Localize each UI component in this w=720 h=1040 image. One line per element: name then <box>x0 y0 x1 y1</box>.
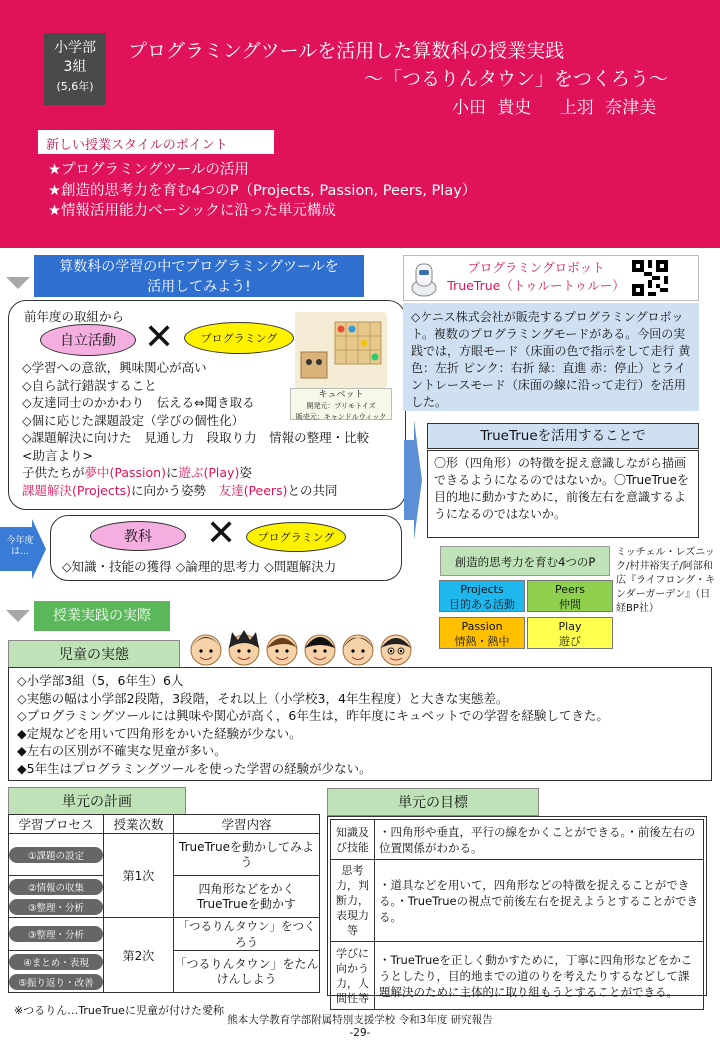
col-lessons: 授業次数 <box>104 815 174 834</box>
passion-en: Passion <box>461 620 503 633</box>
goal-category: 思考力，判断力，表現力等 <box>331 860 375 942</box>
goal-text: ・TrueTrueを正しく動かすために，丁寧に四角形などをかこうとしたり，目的地までの道のりを考えたりするなどして課題解決のために主体的に取り組もうとすることができる。 <box>375 942 704 1010</box>
list-item: ◇個に応じた課題設定（学びの個性化） <box>22 412 245 428</box>
section1-banner-line1: 算数科の学習の中でプログラミングツールを <box>59 259 339 275</box>
section1-banner <box>34 255 364 297</box>
highlight-passion: 夢中(Passion) <box>84 465 166 480</box>
section1-banner-line2: 活用してみよう! <box>147 279 251 295</box>
cubetto-dev: 開発元：プリモトイズ <box>306 402 376 410</box>
process-badge: ④まとめ・表現 <box>9 954 103 970</box>
projects-en: Projects <box>460 583 504 596</box>
process-badge: ⑤振り返り・改善 <box>9 974 103 990</box>
table-row <box>9 918 320 951</box>
authors: 小田 貴史 上羽 奈津美 <box>452 98 657 118</box>
highlight-play: 遊ぶ(Play) <box>178 465 240 480</box>
goal-heading: 単元の目標 <box>327 788 539 816</box>
content-cell: 「つるりんタウン」をつくろう <box>174 918 320 951</box>
process-cell <box>9 876 104 918</box>
advice-line2 <box>22 482 369 500</box>
goal-category: 知識及び技能 <box>331 820 375 860</box>
grade-line2: 3組 <box>63 59 87 75</box>
text: 姿 <box>239 465 252 480</box>
table-row <box>9 834 320 876</box>
list-item: ◆左右の区別が不確実な児童が多い。 <box>17 743 227 758</box>
list-item: ◇自ら試行錯誤すること <box>22 377 157 393</box>
content-cell: 四角形などをかくTrueTrueを動かす <box>174 876 320 918</box>
triangle-marker-icon <box>6 610 30 622</box>
process-badge: ①課題の設定 <box>9 847 103 863</box>
list-item: ◇課題解決に向けた 見通し力 段取り力 情報の整理・比較 <box>22 430 370 445</box>
list-item: ◆5年生はプログラミングツールを使った学習の経験が少ない。 <box>17 760 372 776</box>
process-cell <box>9 918 104 951</box>
jidou-heading: 児童の実態 <box>8 640 180 668</box>
list-item: ◇小学部3組（5，6年生）6人 <box>17 673 184 688</box>
point-item: ★情報活用能力ベーシックに沿った単元構成 <box>48 203 336 219</box>
goal-text: ・四角形や垂直，平行の線をかくことができる。・前後左右の位置関係がわかる。 <box>375 820 704 860</box>
process-cell <box>9 951 104 993</box>
table-header-row <box>9 815 320 834</box>
grade-line1: 小学部 <box>54 40 96 56</box>
list-item: ◇実態の幅は小学部2段階，3段階，それ以上（小学校3，4年生程度）と大きな実態差。 <box>17 690 509 706</box>
col-process: 学習プロセス <box>9 815 104 834</box>
process-cell <box>9 834 104 876</box>
point-item: ★創造的思考力を育む4つのP（Projects, Passion, Peers, Play） <box>48 182 477 199</box>
points-label: 新しい授業スタイルのポイント <box>38 130 274 154</box>
footer <box>0 1014 720 1040</box>
peers-en: Peers <box>554 583 586 596</box>
footer-text: 熊本大学教育学部附属特別支援学校 令和3年度 研究報告 <box>227 1014 493 1026</box>
qr-code-icon <box>632 260 668 296</box>
text: との共同 <box>287 482 338 498</box>
page-number: -29- <box>349 1027 371 1039</box>
content-cell: TrueTrueを動かしてみよう <box>174 834 320 876</box>
table-row <box>331 820 704 860</box>
lesson-cell: 第1次 <box>104 834 174 918</box>
point-item: ★プログラミングツールの活用 <box>48 162 249 178</box>
pill-programming: プログラミング <box>184 322 294 354</box>
play-jp: 遊び <box>559 635 581 648</box>
pill-programming: プログラミング <box>246 522 346 552</box>
table-row <box>331 860 704 942</box>
pill-kyouka: 教科 <box>90 521 186 551</box>
passion-jp: 情熱・熱中 <box>454 635 510 648</box>
cross-icon: ✕ <box>206 513 237 554</box>
plan-note: ※つるりん…TrueTrueに児童が付けた愛称 <box>14 1004 224 1017</box>
arrow-right-icon <box>404 420 422 540</box>
process-badge: ③整理・分析 <box>9 899 103 915</box>
four-p-passion <box>439 617 525 649</box>
cross-icon: ✕ <box>144 317 175 358</box>
projects-jp: 目的ある活動 <box>449 598 515 611</box>
four-p-play <box>527 617 613 649</box>
four-p-projects <box>439 580 525 612</box>
truetrue-heading: TrueTrueを活用することで <box>427 423 699 449</box>
process-badge: ③整理・分析 <box>9 926 103 942</box>
play-en: Play <box>558 620 582 633</box>
list-item: ◆定規などを用いて四角形をかいた経験が少ない。 <box>17 725 302 741</box>
grade-line3: (5,6年) <box>56 80 94 93</box>
pill-jiritsu: 自立活動 <box>40 324 136 356</box>
highlight-peers: 友達(Peers) <box>218 482 288 498</box>
four-p-source: ミッチェル・レズニック/村井裕実子/阿部和広『ライフロング・キンダーガーデン』（日経BP社） <box>616 547 716 614</box>
truetrue-description: 〇形（四角形）の特徴を捉え意識しながら描画できるようになるのではないか。〇TrueTrueを目的地に動かすために，前後左右を意識するようになるのではないか。 <box>427 450 699 538</box>
points-list <box>48 160 476 222</box>
text: に向かう姿勢 <box>131 482 219 498</box>
table-row <box>331 942 704 1010</box>
process-badge: ②情報の収集 <box>9 879 103 895</box>
cubetto-name: キュベット <box>318 390 364 400</box>
list-item: ◇学習への意欲，興味関心が高い <box>22 360 207 375</box>
triangle-marker-icon <box>6 277 30 289</box>
section2-banner: 授業実践の実際 <box>34 601 170 631</box>
robot-title-line1: プログラミングロボット <box>467 260 605 275</box>
prev-year-title: 前年度の取組から <box>24 309 125 324</box>
content-cell: 「つるりんタウン」をたんけんしよう <box>174 951 320 993</box>
children-faces-icon <box>186 624 426 670</box>
goal-category: 学びに向かう力，人間性等 <box>331 942 375 1010</box>
four-p-heading: 創造的思考力を育む4つのP <box>440 546 610 576</box>
four-p-peers <box>527 580 613 612</box>
plan-heading: 単元の計画 <box>8 787 186 815</box>
truetrue-robot-icon <box>410 258 438 298</box>
peers-jp: 仲間 <box>559 598 581 611</box>
page-subtitle: ～「つるりんタウン」をつくろう～ <box>364 68 669 90</box>
cubetto-sales: 販売元：キャンドルウィック <box>295 413 387 421</box>
goal-text: ・道具などを用いて，四角形などの特徴を捉えることができる。・TrueTrueの視点で前後左右を捉えようとすることができる。 <box>375 860 704 942</box>
text: 子供たちが <box>22 465 85 480</box>
grade-box <box>44 33 106 105</box>
plan-table <box>8 814 320 993</box>
prev-year-items <box>22 359 369 499</box>
robot-title <box>446 259 626 295</box>
robot-title-line2: TrueTrue（トゥルートゥルー） <box>447 278 625 293</box>
advice-line1 <box>22 464 369 482</box>
this-year-items: ◇知識・技能の獲得 ◇論理的思考力 ◇問題解決力 <box>62 559 337 574</box>
list-item: ◇友達同士のかかわり 伝える⇔聞き取る <box>22 395 255 410</box>
page-title: プログラミングツールを活用した算数科の授業実践 <box>128 40 565 62</box>
this-year-label: 今年度は… <box>6 536 34 557</box>
list-item: ◇プログラミングツールには興味や関心が高く，6年生は，昨年度にキュベットでの学習を経験してきた。 <box>17 708 609 723</box>
col-content: 学習内容 <box>174 815 320 834</box>
highlight-projects: 課題解決(Projects) <box>22 482 132 498</box>
text: に <box>165 465 179 480</box>
lesson-cell: 第2次 <box>104 918 174 993</box>
robot-description: ◇ケニス株式会社が販売するプログラミングロボット。複数のプログラミングモードがある。今回の実践では，方眼モード（床面の色で指示をして走行 黄色：左折 ピンク：右折 緑：直進 赤：停止）とライントレースモード（床面の線に沿って走行）を活用した。 <box>403 303 699 411</box>
list-item: <助言より> <box>22 447 93 463</box>
jidou-box <box>8 667 712 781</box>
goal-table <box>330 819 704 1010</box>
